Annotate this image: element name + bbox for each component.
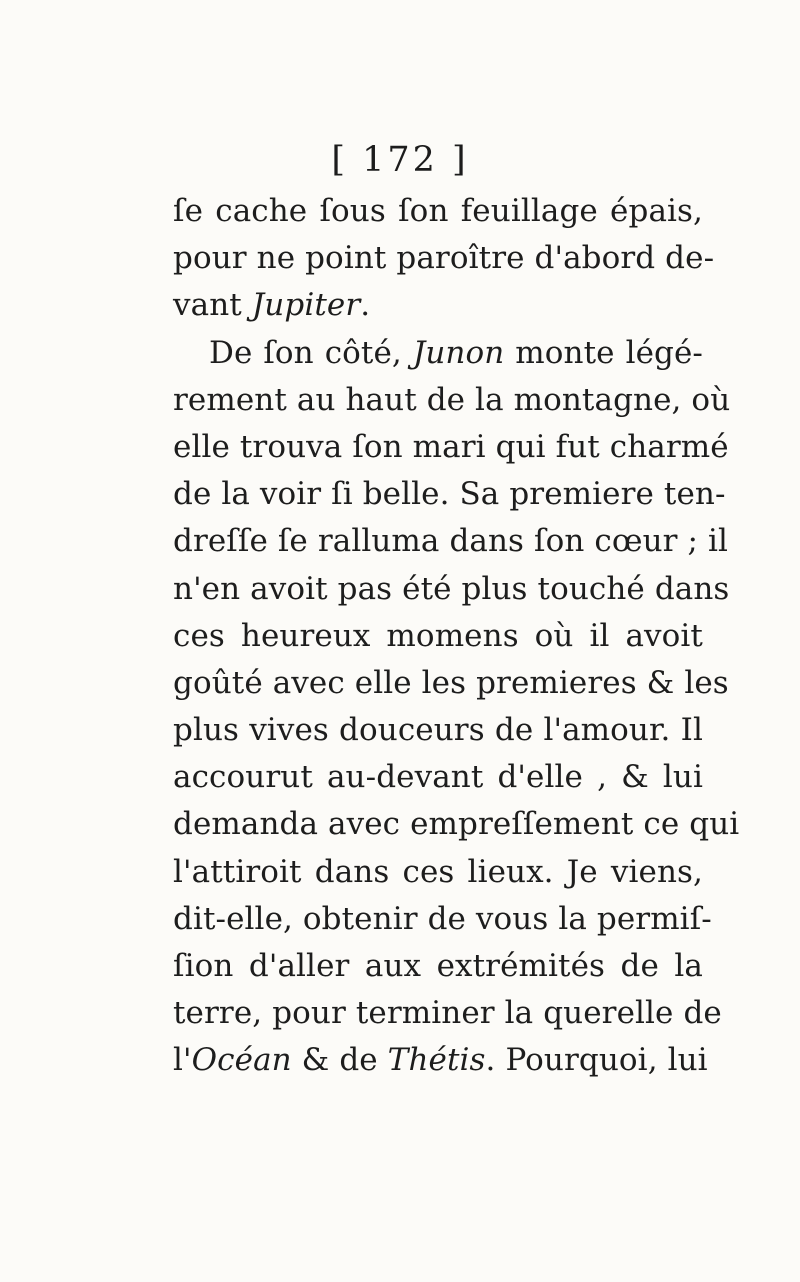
text-line: rement au haut de la montagne, où — [173, 381, 731, 418]
text-line: n'en avoit pas été plus touché dans — [173, 570, 730, 607]
text-line: l'attiroit dans ces lieux. Je viens, — [173, 853, 703, 890]
text-line: dreſſe ſe ralluma dans ſon cœur ; il — [173, 523, 729, 560]
text-line: accourut au-devant d'elle , & lui — [173, 759, 703, 796]
text-line: goûté avec elle les premieres & les — [173, 664, 729, 701]
text-line: de la voir ſi belle. Sa premiere ten- — [173, 476, 726, 513]
text-line: dit-elle, obtenir de vous la permiſ- — [173, 900, 712, 937]
page-number: [ 172 ] — [331, 140, 469, 180]
text-line: l'Océan & de Thétis. Pourquoi, lui — [173, 1042, 708, 1079]
text-line: plus vives douceurs de l'amour. Il — [173, 712, 703, 749]
text-line: vant Jupiter. — [173, 287, 371, 324]
text-line: pour ne point paroître d'abord de- — [173, 240, 715, 277]
text-line: ſe cache ſous ſon feuillage épais, — [173, 193, 703, 229]
text-line: terre, pour terminer la querelle de — [173, 995, 722, 1032]
text-line: demanda avec empreſſement ce qui — [173, 806, 740, 843]
text-line: ces heureux momens où il avoit — [173, 617, 703, 654]
text-line: De ſon côté, Junon monte légé- — [209, 334, 703, 371]
body-text — [173, 188, 740, 1085]
text-line: elle trouva ſon mari qui fut charmé — [173, 428, 729, 465]
text-line: ſion d'aller aux extrémités de la — [173, 948, 703, 984]
